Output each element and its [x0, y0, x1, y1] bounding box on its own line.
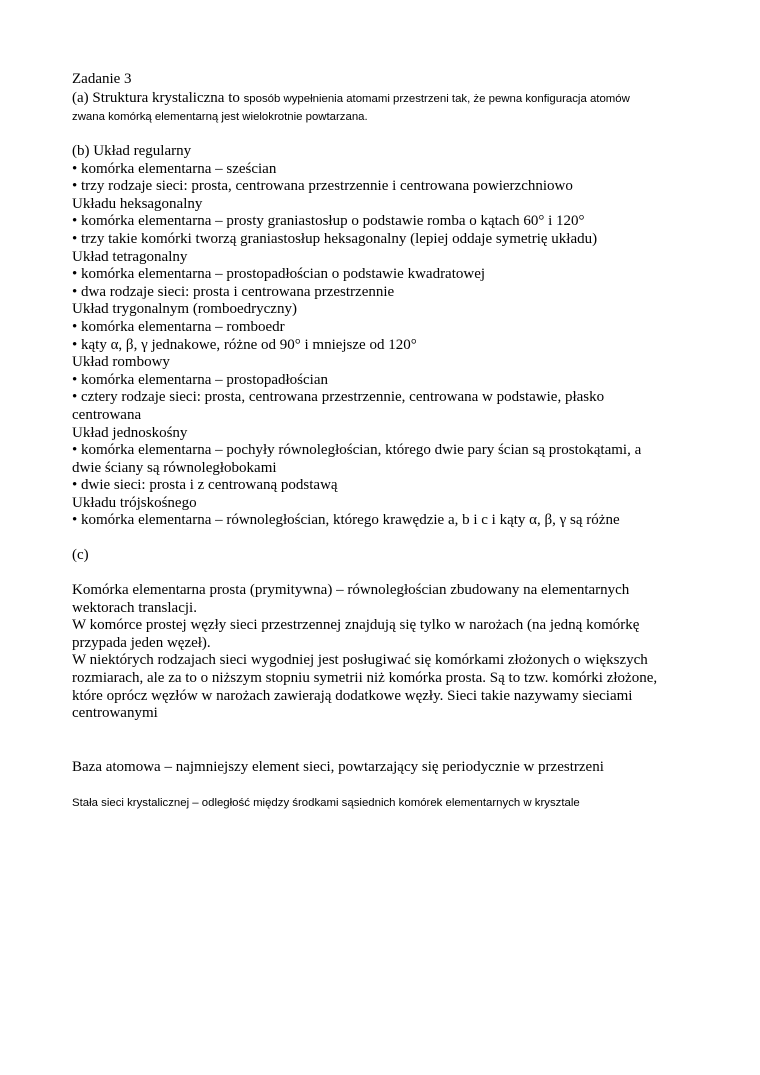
- section-a-definition-line-2: zwana komórką elementarną jest wielokrotnie powtarzana.: [72, 110, 368, 123]
- section-c-line: wektorach translacji.: [72, 599, 197, 616]
- section-b-line: • kąty α, β, γ jednakowe, różne od 90° i mniejsze od 120°: [72, 336, 417, 353]
- section-b-line: dwie ściany są równoległobokami: [72, 459, 277, 476]
- section-b-line: Układu trójskośnego: [72, 494, 197, 511]
- section-b-line: • trzy rodzaje sieci: prosta, centrowana przestrzennie i centrowana powierzchniowo: [72, 178, 573, 195]
- section-c-line: które oprócz węzłów w narożach zawierają dodatkowe węzły. Sieci takie nazywamy sieciami: [72, 687, 633, 704]
- section-b-line: Układ jednoskośny: [72, 424, 188, 441]
- section-c: [72, 582, 677, 723]
- section-b-line: • komórka elementarna – romboedr: [72, 318, 285, 335]
- section-b-line: • dwie sieci: prosta i z centrowaną podstawą: [72, 477, 338, 494]
- section-b-line: Układ rombowy: [72, 354, 170, 371]
- section-b-line: • komórka elementarna – sześcian: [72, 160, 277, 177]
- section-c-line: przypada jeden węzeł).: [72, 634, 211, 651]
- section-b-line: Układu heksagonalny: [72, 195, 203, 212]
- section-b-line: Układ tetragonalny: [72, 248, 188, 265]
- section-a: [72, 89, 677, 123]
- section-b-line: • trzy takie komórki tworzą graniastosłup heksagonalny (lepiej oddaje symetrię układu): [72, 230, 598, 247]
- section-b-line: • komórka elementarna – prosty graniastosłup o podstawie romba o kątach 60° i 120°: [72, 213, 585, 230]
- section-b-line: centrowana: [72, 406, 142, 423]
- section-b-line: • komórka elementarna – pochyły równoległościan, którego dwie pary ścian są prostokątami, a: [72, 442, 642, 459]
- section-b-line: (b) Układ regularny: [72, 143, 192, 159]
- section-c-line: W komórce prostej węzły sieci przestrzennej znajdują się tylko w narożach (na jedną komórkę: [72, 617, 640, 634]
- section-b-line: • komórka elementarna – prostopadłościan: [72, 371, 329, 388]
- section-b-line: • dwa rodzaje sieci: prosta i centrowana przestrzennie: [72, 283, 395, 300]
- section-b-line: • komórka elementarna – prostopadłościan o podstawie kwadratowej: [72, 266, 486, 283]
- section-a-definition-line-1: sposób wypełnienia atomami przestrzeni tak, że pewna konfiguracja atomów: [243, 93, 630, 105]
- task-title: Zadanie 3: [72, 71, 132, 87]
- atomic-basis-definition: Baza atomowa – najmniejszy element sieci, powtarzający się periodycznie w przestrzeni: [72, 759, 604, 775]
- section-c-line: W niektórych rodzajach sieci wygodniej jest posługiwać się komórkami złożonych o większych: [72, 652, 648, 669]
- section-b-line: • cztery rodzaje sieci: prosta, centrowana przestrzennie, centrowana w podstawie, płasko: [72, 389, 605, 406]
- lattice-constant-definition: Stała sieci krystalicznej – odległość między środkami sąsiednich komórek elementarnych w krysztale: [72, 797, 580, 809]
- section-a-lead: (a) Struktura krystaliczna to: [72, 90, 244, 106]
- section-c-label: (c): [72, 547, 89, 563]
- section-c-line: Komórka elementarna prosta (prymitywna) – równoległościan zbudowany na elementarnych: [72, 582, 630, 598]
- section-c-line: centrowanymi: [72, 705, 158, 722]
- section-c-line: rozmiarach, ale za to o niższym stopniu symetrii niż komórka prosta. Są to tzw. komórki złożone,: [72, 669, 658, 686]
- section-b: [72, 143, 677, 530]
- section-b-line: Układ trygonalnym (romboedryczny): [72, 301, 297, 318]
- section-b-line: • komórka elementarna – równoległościan, którego krawędzie a, b i c i kąty α, β, γ są różne: [72, 512, 620, 529]
